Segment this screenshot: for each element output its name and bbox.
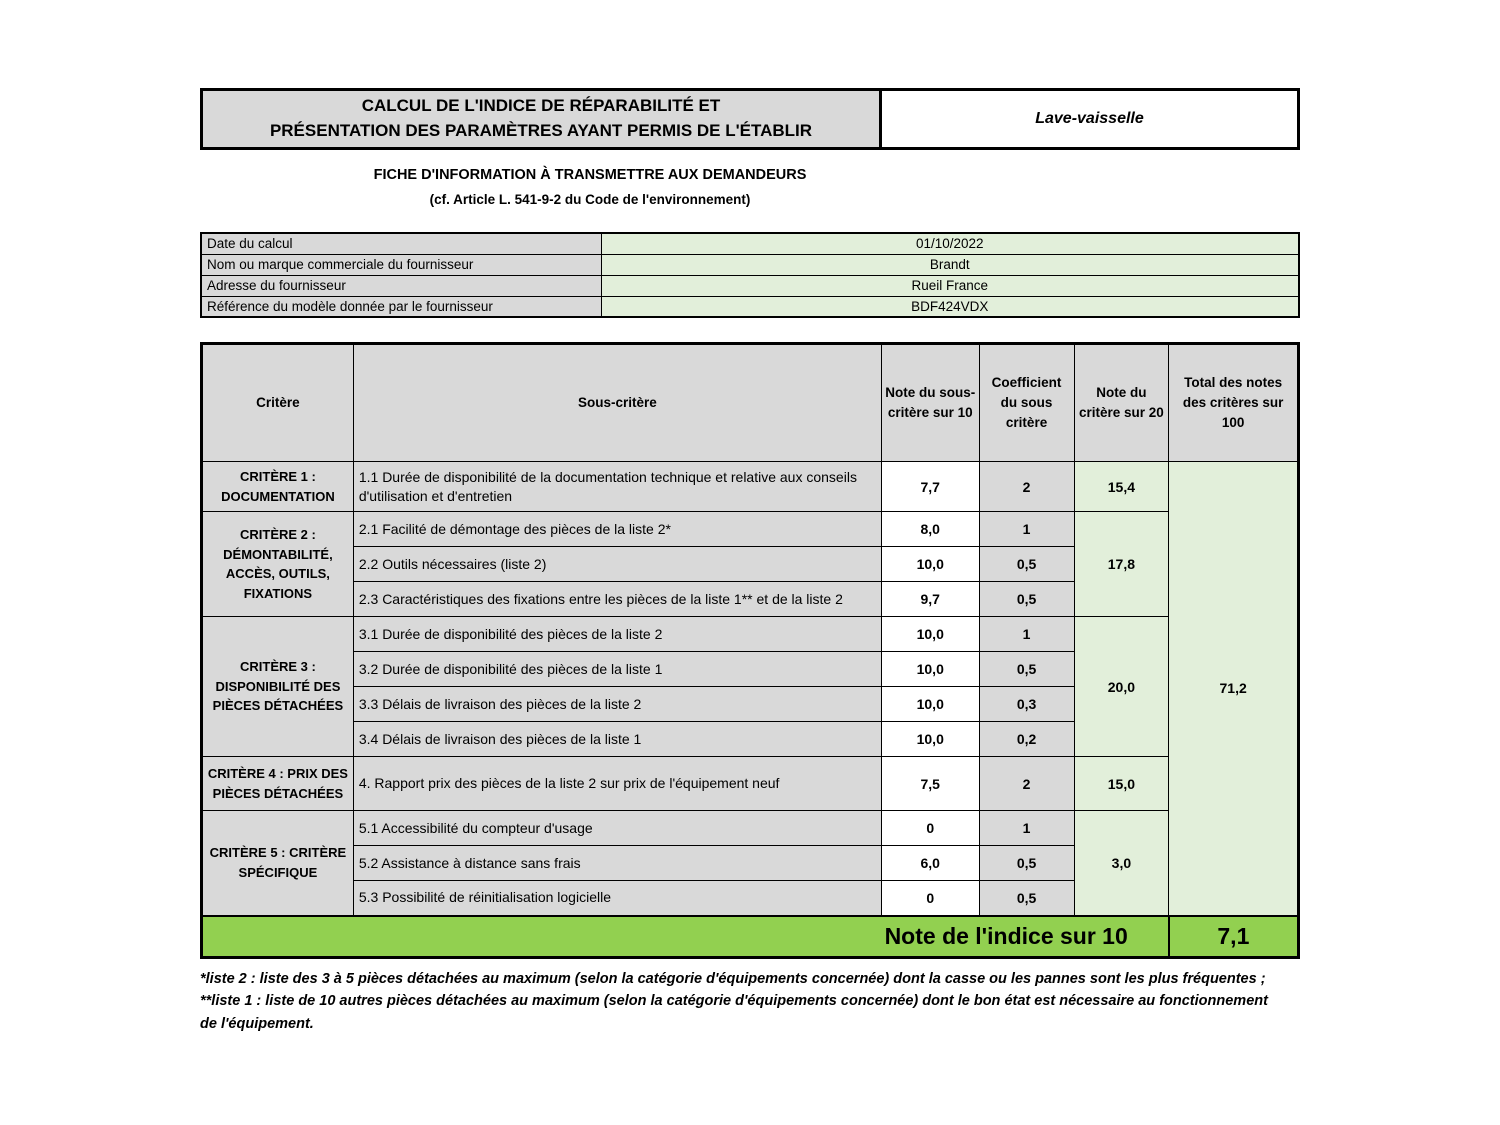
table-row	[202, 462, 1299, 512]
sub-criterion-cell: 5.2 Assistance à distance sans frais	[353, 846, 881, 881]
criterion-cell: CRITÈRE 4 : PRIX DES PIÈCES DÉTACHÉES	[202, 757, 354, 811]
col-header-note-sous: Note du sous-critère sur 10	[881, 344, 979, 462]
info-value: Rueil France	[601, 275, 1299, 296]
info-row-address	[201, 275, 1299, 296]
document-title	[200, 88, 882, 150]
coefficient-cell: 0,5	[979, 881, 1074, 916]
col-header-critere: Critère	[202, 344, 354, 462]
sub-criterion-cell: 3.1 Durée de disponibilité des pièces de la liste 2	[353, 617, 881, 652]
footnote-liste-1: **liste 1 : liste de 10 autres pièces détachées au maximum (selon la catégorie d'équipements concernée) dont le bon état est nécessaire au fonctionnement de l'équipement.	[200, 993, 1268, 1032]
final-score-label: Note de l'indice sur 10	[202, 916, 1169, 958]
info-value: Brandt	[601, 254, 1299, 275]
title-line-2: PRÉSENTATION DES PARAMÈTRES AYANT PERMIS DE L'ÉTABLIR	[269, 121, 813, 140]
info-label: Nom ou marque commerciale du fournisseur	[201, 254, 601, 275]
table-header-row	[202, 344, 1299, 462]
sub-criterion-cell: 4. Rapport prix des pièces de la liste 2 sur prix de l'équipement neuf	[353, 757, 881, 811]
info-label: Adresse du fournisseur	[201, 275, 601, 296]
criterion-score-cell: 17,8	[1074, 512, 1169, 617]
criterion-cell: CRITÈRE 1 : DOCUMENTATION	[202, 462, 354, 512]
note-cell: 10,0	[881, 617, 979, 652]
col-header-sous-critere: Sous-critère	[353, 344, 881, 462]
table-row	[202, 757, 1299, 811]
sub-criterion-cell: 2.1 Facilité de démontage des pièces de la liste 2*	[353, 512, 881, 547]
coefficient-cell: 0,2	[979, 722, 1074, 757]
footnotes	[200, 968, 1285, 1035]
final-score-row	[202, 916, 1299, 958]
note-cell: 7,5	[881, 757, 979, 811]
table-row	[202, 512, 1299, 547]
criterion-score-cell: 3,0	[1074, 811, 1169, 916]
info-row-brand	[201, 254, 1299, 275]
note-cell: 6,0	[881, 846, 979, 881]
criterion-score-cell: 15,0	[1074, 757, 1169, 811]
info-value: 01/10/2022	[601, 233, 1299, 254]
sub-criterion-cell: 5.1 Accessibilité du compteur d'usage	[353, 811, 881, 846]
sub-criterion-cell: 1.1 Durée de disponibilité de la documentation technique et relative aux conseils d'utilisation et d'entretien	[353, 462, 881, 512]
note-cell: 10,0	[881, 687, 979, 722]
product-category: Lave-vaisselle	[882, 88, 1300, 150]
coefficient-cell: 1	[979, 617, 1074, 652]
note-cell: 9,7	[881, 582, 979, 617]
note-cell: 8,0	[881, 512, 979, 547]
coefficient-cell: 1	[979, 811, 1074, 846]
subtitle-line-2: (cf. Article L. 541-9-2 du Code de l'environnement)	[429, 192, 751, 207]
sub-criterion-cell: 2.3 Caractéristiques des fixations entre les pièces de la liste 1** et de la liste 2	[353, 582, 881, 617]
coefficient-cell: 0,3	[979, 687, 1074, 722]
sub-criterion-cell: 3.4 Délais de livraison des pièces de la liste 1	[353, 722, 881, 757]
info-row-date	[201, 233, 1299, 254]
col-header-note-20: Note du critère sur 20	[1074, 344, 1169, 462]
info-value: BDF424VDX	[601, 296, 1299, 317]
note-cell: 10,0	[881, 652, 979, 687]
coefficient-cell: 0,5	[979, 547, 1074, 582]
info-label: Date du calcul	[201, 233, 601, 254]
info-row-model	[201, 296, 1299, 317]
note-cell: 10,0	[881, 547, 979, 582]
footnote-liste-2: *liste 2 : liste des 3 à 5 pièces détachées au maximum (selon la catégorie d'équipements concernée) dont la casse ou les pannes sont les plus fréquentes ;	[200, 971, 1266, 987]
sub-criterion-cell: 2.2 Outils nécessaires (liste 2)	[353, 547, 881, 582]
criterion-cell: CRITÈRE 5 : CRITÈRE SPÉCIFIQUE	[202, 811, 354, 916]
note-cell: 0	[881, 811, 979, 846]
title-line-1: CALCUL DE L'INDICE DE RÉPARABILITÉ ET	[361, 96, 721, 116]
coefficient-cell: 2	[979, 757, 1074, 811]
col-header-coefficient: Coefficient du sous critère	[979, 344, 1074, 462]
total-score-cell: 71,2	[1169, 462, 1299, 916]
table-row	[202, 811, 1299, 846]
coefficient-cell: 0,5	[979, 846, 1074, 881]
coefficient-cell: 0,5	[979, 652, 1074, 687]
coefficient-cell: 0,5	[979, 582, 1074, 617]
coefficient-cell: 1	[979, 512, 1074, 547]
subtitle-block	[200, 167, 980, 207]
criterion-cell: CRITÈRE 3 : DISPONIBILITÉ DES PIÈCES DÉTACHÉES	[202, 617, 354, 757]
criterion-score-cell: 15,4	[1074, 462, 1169, 512]
final-score-value: 7,1	[1169, 916, 1299, 958]
sub-criterion-cell: 5.3 Possibilité de réinitialisation logicielle	[353, 881, 881, 916]
criteria-table	[200, 342, 1300, 959]
table-row	[202, 617, 1299, 652]
subtitle-line-1: FICHE D'INFORMATION À TRANSMETTRE AUX DEMANDEURS	[373, 167, 807, 183]
criterion-score-cell: 20,0	[1074, 617, 1169, 757]
supplier-info-table	[200, 232, 1300, 318]
sub-criterion-cell: 3.3 Délais de livraison des pièces de la liste 2	[353, 687, 881, 722]
note-cell: 7,7	[881, 462, 979, 512]
col-header-total-100: Total des notes des critères sur 100	[1169, 344, 1299, 462]
note-cell: 10,0	[881, 722, 979, 757]
info-label: Référence du modèle donnée par le fournisseur	[201, 296, 601, 317]
sub-criterion-cell: 3.2 Durée de disponibilité des pièces de la liste 1	[353, 652, 881, 687]
criterion-cell: CRITÈRE 2 : DÉMONTABILITÉ, ACCÈS, OUTILS, FIXATIONS	[202, 512, 354, 617]
note-cell: 0	[881, 881, 979, 916]
coefficient-cell: 2	[979, 462, 1074, 512]
title-bar	[200, 88, 1300, 150]
repairability-sheet	[200, 88, 1300, 1035]
